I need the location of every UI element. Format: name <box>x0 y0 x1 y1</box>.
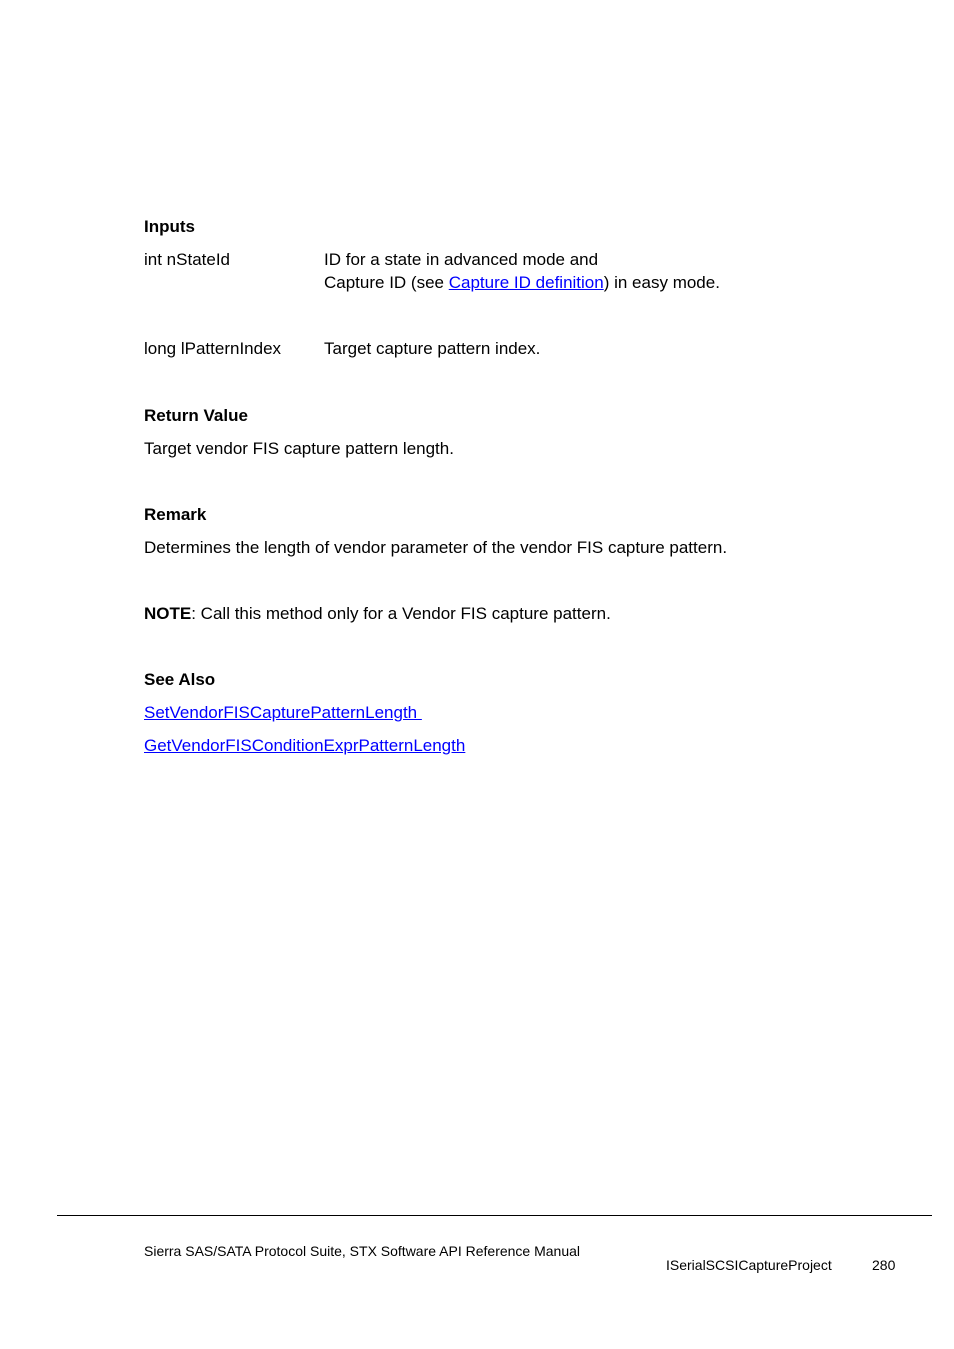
see-also-heading: See Also <box>144 670 216 689</box>
note-label: NOTE <box>144 604 192 623</box>
param-desc-text: Capture ID (see <box>324 273 449 292</box>
param-desc-lpatternindex: Target capture pattern index. <box>324 339 541 358</box>
return-value-text: Target vendor FIS capture pattern length. <box>144 439 454 458</box>
footer-divider <box>57 1215 932 1216</box>
note-paragraph <box>144 604 611 624</box>
capture-id-definition-link[interactable]: Capture ID definition <box>448 273 604 292</box>
footer-section-name: ISerialSCSICaptureProject <box>666 1257 832 1273</box>
see-also-link-setvendorfiscapturepatternlength[interactable]: SetVendorFISCapturePatternLength <box>144 703 422 722</box>
remark-heading: Remark <box>144 505 207 524</box>
note-text: : Call this method only for a Vendor FIS capture pattern. <box>191 604 611 623</box>
footer-manual-title: Sierra SAS/SATA Protocol Suite, STX Software API Reference Manual <box>144 1243 581 1259</box>
param-desc-nstateid-line2 <box>324 273 720 293</box>
param-name-nstateid: int nStateId <box>144 250 231 269</box>
see-also-link-getvendorfisconditionexprpatternlength[interactable]: GetVendorFISConditionExprPatternLength <box>144 736 466 755</box>
inputs-heading: Inputs <box>144 217 195 236</box>
remark-text: Determines the length of vendor parameter of the vendor FIS capture pattern. <box>144 538 728 557</box>
return-value-heading: Return Value <box>144 406 248 425</box>
param-desc-text: ) in easy mode. <box>603 273 720 292</box>
param-desc-nstateid-line1: ID for a state in advanced mode and <box>324 250 599 269</box>
param-name-lpatternindex: long lPatternIndex <box>144 339 282 358</box>
footer-page-number: 280 <box>872 1257 896 1273</box>
